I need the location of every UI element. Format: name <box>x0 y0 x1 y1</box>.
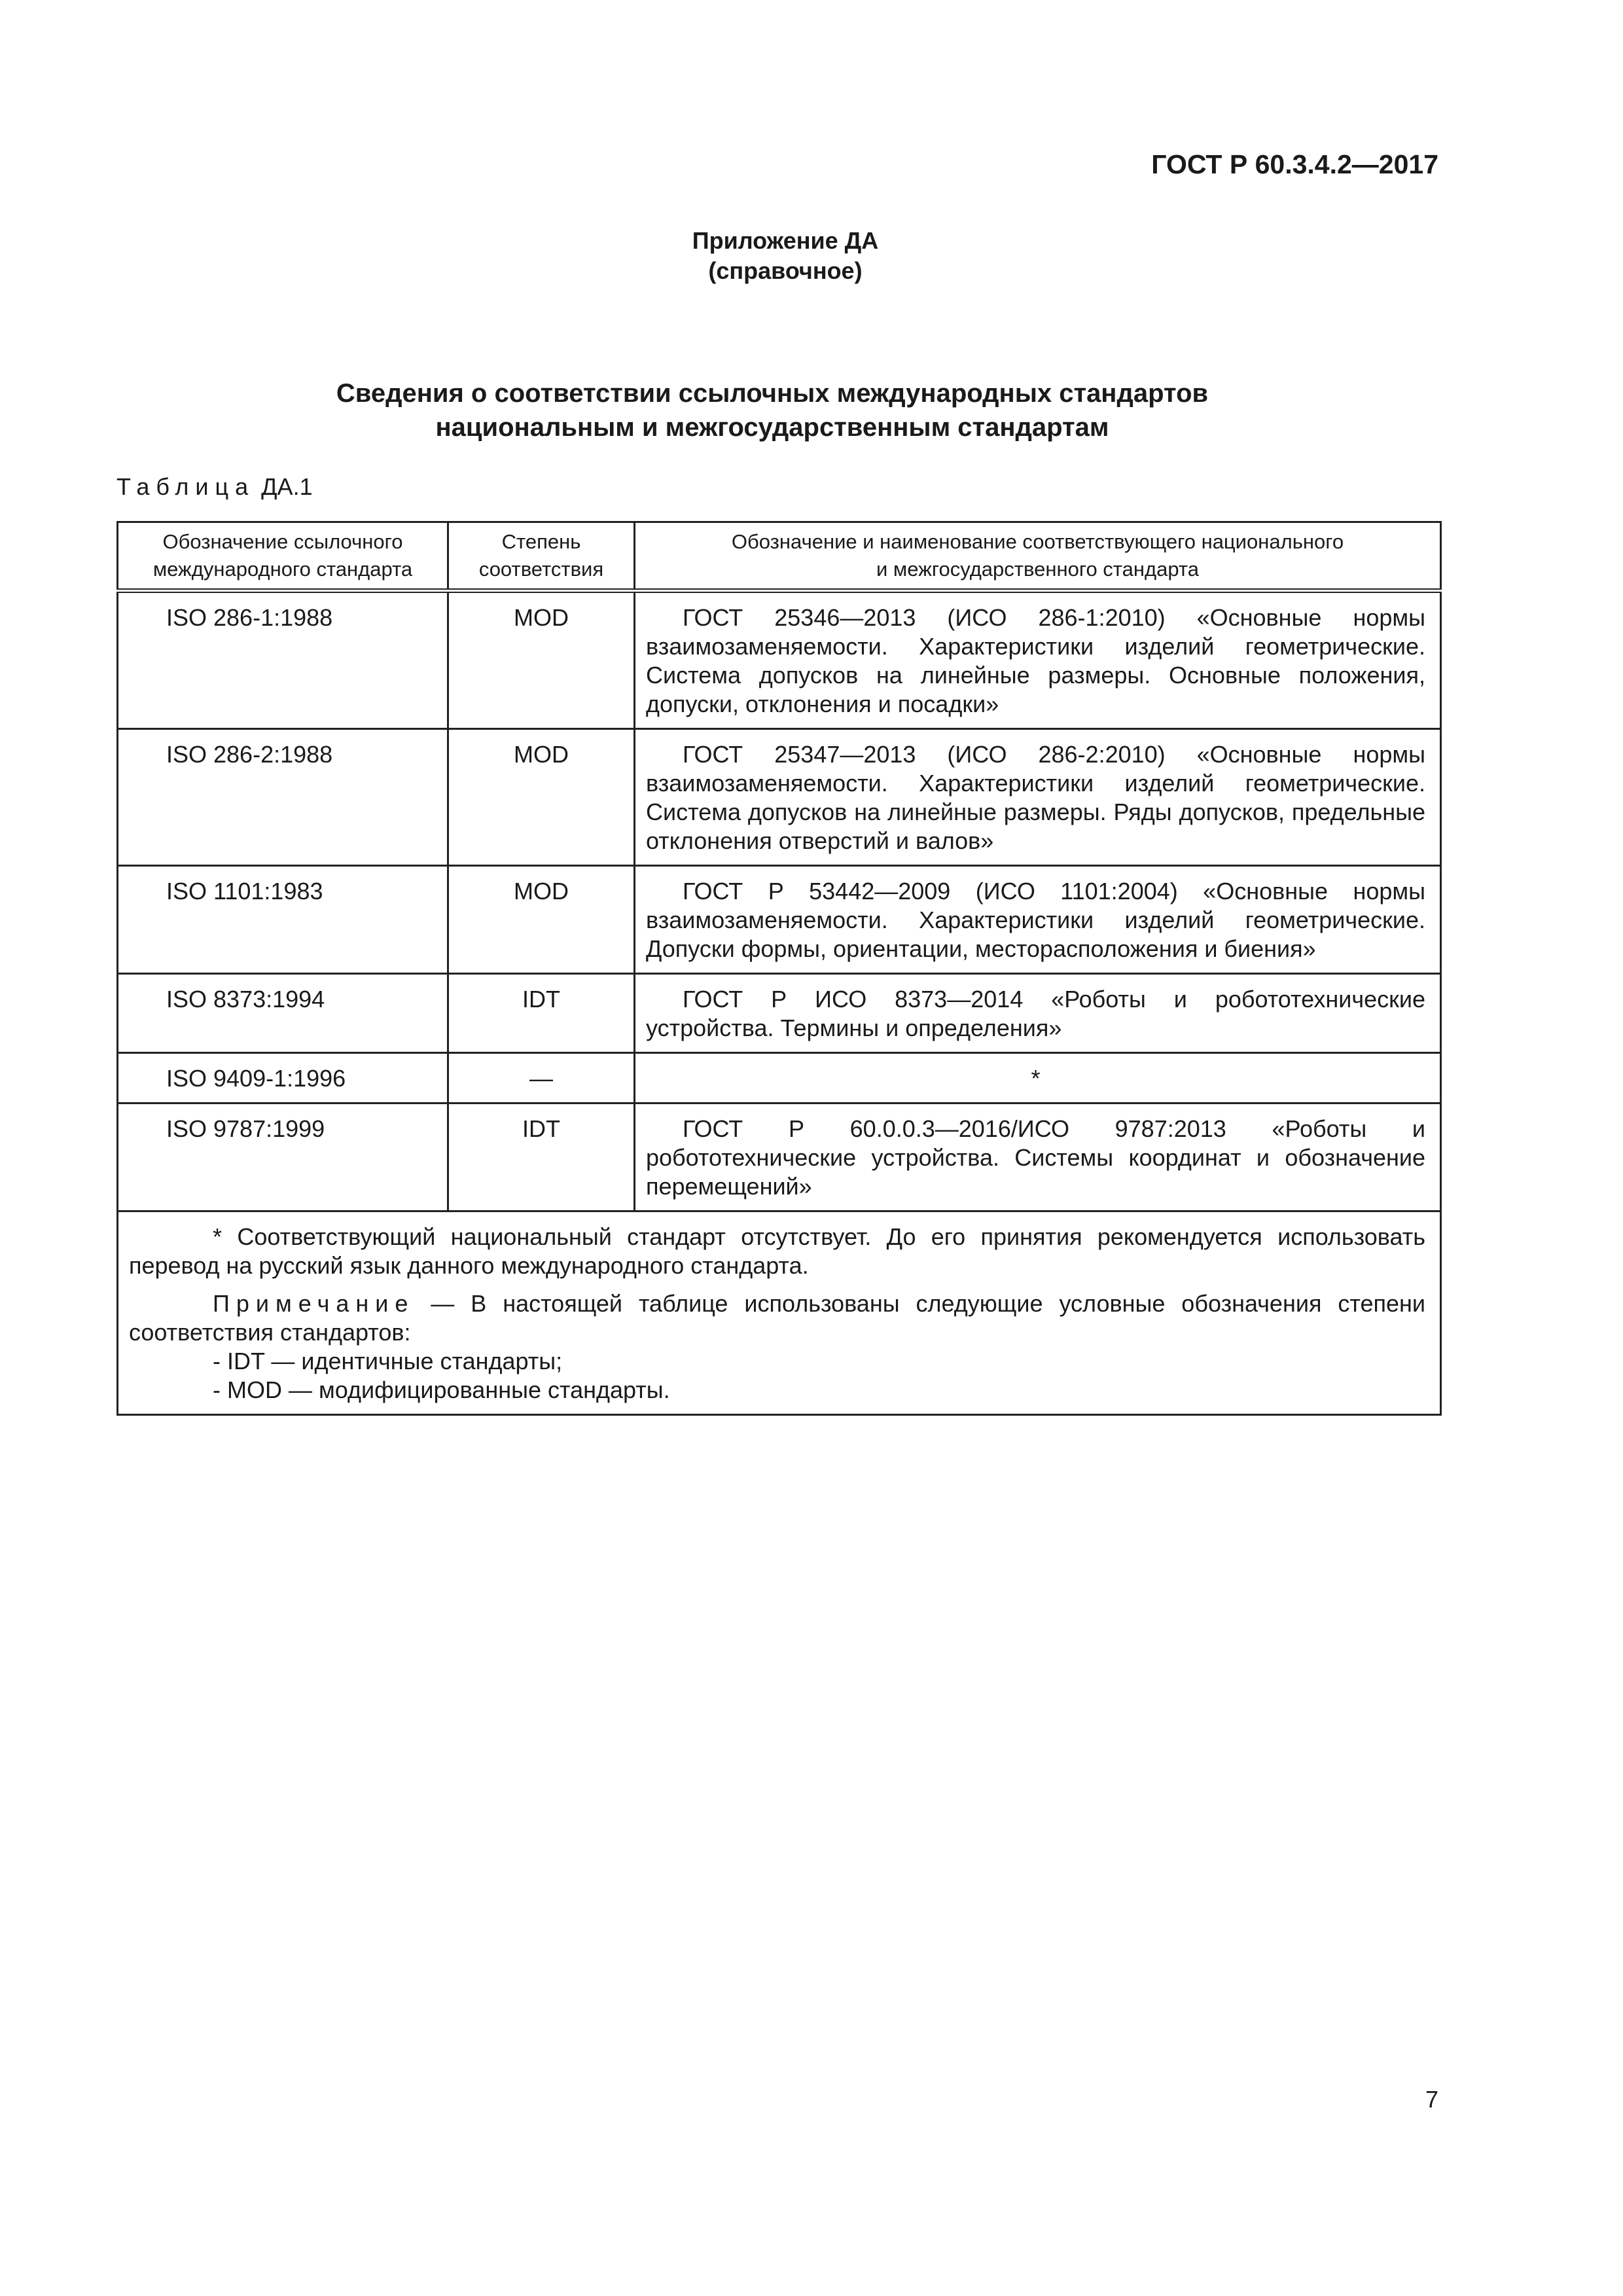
cell-international-standard: ISO 1101:1983 <box>118 866 448 974</box>
table-row <box>118 1103 1441 1211</box>
cell-international-standard: ISO 9409-1:1996 <box>118 1053 448 1103</box>
header-col1-line2: международного стандарта <box>152 558 413 581</box>
cell-degree: IDT <box>448 1103 635 1211</box>
header-national-standard <box>635 522 1441 591</box>
cell-national-standard: * <box>635 1053 1441 1103</box>
document-code: ГОСТ Р 60.3.4.2—2017 <box>1151 149 1438 179</box>
note-label: Примечание <box>213 1290 415 1317</box>
appendix-kind: (справочное) <box>708 257 863 284</box>
table-row <box>118 974 1441 1053</box>
table-row <box>118 1053 1441 1103</box>
section-title-line-2: национальным и межгосударственным стандартам <box>435 413 1109 442</box>
table-row <box>118 591 1441 729</box>
cell-international-standard: ISO 286-2:1988 <box>118 729 448 866</box>
cell-international-standard: ISO 8373:1994 <box>118 974 448 1053</box>
cell-national-standard: ГОСТ Р 53442—2009 (ИСО 1101:2004) «Основные нормы взаимозаменяемости. Характеристики изделий геометрические. Допуски формы, ориентации, месторасположения и биения» <box>635 866 1441 974</box>
cell-national-standard: ГОСТ Р ИСО 8373—2014 «Роботы и робототехнические устройства. Термины и определения» <box>635 974 1441 1053</box>
cell-international-standard: ISO 286-1:1988 <box>118 591 448 729</box>
note-list-item: - IDT — идентичные стандарты; <box>213 1348 563 1374</box>
table-notes <box>118 1211 1441 1415</box>
cell-national-standard: ГОСТ 25346—2013 (ИСО 286-1:2010) «Основные нормы взаимозаменяемости. Характеристики изделий геометрические. Система допусков на линейные размеры. Основные положения, допуски, отклонения и посадки» <box>635 591 1441 729</box>
header-col3-line1: Обозначение и наименование соответствующего национального <box>731 530 1344 553</box>
cell-degree: MOD <box>448 866 635 974</box>
header-col1-line1: Обозначение ссылочного <box>162 530 403 553</box>
cell-degree: MOD <box>448 729 635 866</box>
table-row <box>118 866 1441 974</box>
table-note <box>129 1289 1425 1347</box>
standards-table <box>116 521 1442 1416</box>
table-caption-prefix: Таблица <box>116 473 255 500</box>
header-col2-line2: соответствия <box>478 558 604 581</box>
header-international-standard <box>118 522 448 591</box>
header-col3-line2: и межгосударственного стандарта <box>876 558 1199 581</box>
note-text: — В настоящей таблице использованы следующие условные обозначения степени соответствия стандартов: <box>129 1290 1425 1346</box>
table-header-row <box>118 522 1441 591</box>
appendix-heading <box>589 226 982 286</box>
table-row <box>118 729 1441 866</box>
note-list-item: - MOD — модифицированные стандарты. <box>213 1376 670 1403</box>
cell-degree: IDT <box>448 974 635 1053</box>
cell-degree: — <box>448 1053 635 1103</box>
section-title <box>170 376 1374 444</box>
cell-national-standard: ГОСТ Р 60.0.0.3—2016/ИСО 9787:2013 «Роботы и робототехнические устройства. Системы координат и обозначение перемещений» <box>635 1103 1441 1211</box>
table-footnote: * Соответствующий национальный стандарт отсутствует. До его принятия рекомендуется использовать перевод на русский язык данного международного стандарта. <box>129 1223 1425 1279</box>
header-col2-line1: Степень <box>501 530 581 553</box>
page-number: 7 <box>1425 2086 1438 2113</box>
cell-national-standard: ГОСТ 25347—2013 (ИСО 286-2:2010) «Основные нормы взаимозаменяемости. Характеристики изделий геометрические. Система допусков на линейные размеры. Ряды допусков, предельные отклонения отверстий и валов» <box>635 729 1441 866</box>
cell-international-standard: ISO 9787:1999 <box>118 1103 448 1211</box>
section-title-line-1: Сведения о соответствии ссылочных международных стандартов <box>336 379 1209 408</box>
appendix-title: Приложение ДА <box>692 227 879 254</box>
table-caption-number: ДА.1 <box>261 473 313 500</box>
header-degree <box>448 522 635 591</box>
table-notes-row <box>118 1211 1441 1415</box>
cell-degree: MOD <box>448 591 635 729</box>
table-caption <box>116 473 313 501</box>
